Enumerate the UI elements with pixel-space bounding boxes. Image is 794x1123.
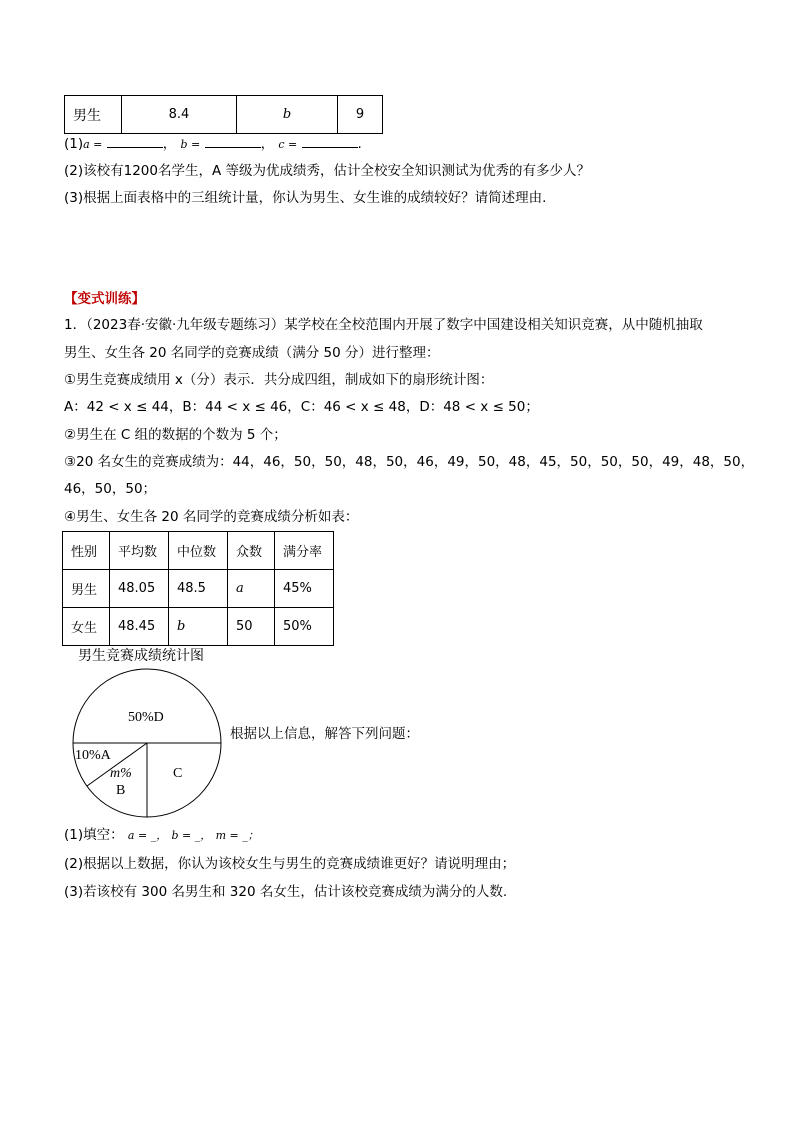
problem-line: ③20 名女生的竞赛成绩为：44，46，50，50，48，50，46，49，50，48，45，50，50，50，49，48，50， xyxy=(64,454,755,470)
top-score-table xyxy=(64,95,383,134)
table-cell: 50% xyxy=(275,608,334,646)
sub-question-2: (2)根据以上数据，你认为该校女生与男生的竞赛成绩谁更好？请说明理由； xyxy=(64,856,516,872)
table-cell: a xyxy=(228,570,275,608)
table-header: 性别 xyxy=(63,532,110,570)
pie-label-c: C xyxy=(173,766,183,781)
table-cell: 50 xyxy=(228,608,275,646)
pie-label-b-percent: m% xyxy=(110,766,132,781)
top-table-cell: 9 xyxy=(338,96,383,134)
question-2-text: (2)该校有1200名学生，A 等级为优成绩秀，估计全校安全知识测试为优秀的有多少人？ xyxy=(64,163,591,179)
pie-label-b: B xyxy=(116,783,126,798)
top-table-cell: 8.4 xyxy=(122,96,237,134)
table-cell: 48.45 xyxy=(110,608,169,646)
pie-label-a: 10%A xyxy=(75,748,111,763)
pie-title: 男生竞赛成绩统计图 xyxy=(78,649,204,664)
table-header: 满分率 xyxy=(275,532,334,570)
top-table-cell: 男生 xyxy=(65,96,122,134)
pie-chart xyxy=(68,664,228,824)
problem-line: ②男生在 C 组的数据的个数为 5 个； xyxy=(64,427,287,443)
table-cell: b xyxy=(169,608,228,646)
table-cell: 男生 xyxy=(63,570,110,608)
sub-question-1: (1)填空： a = _， b = _， m = _； xyxy=(64,827,259,843)
table-cell: 48.05 xyxy=(110,570,169,608)
table-header: 众数 xyxy=(228,532,275,570)
answer-blank-b xyxy=(205,135,261,148)
problem-line: 男生、女生各 20 名同学的竞赛成绩（满分 50 分）进行整理： xyxy=(64,345,440,361)
top-table-cell: b xyxy=(237,96,338,134)
section-title: 【变式训练】 xyxy=(64,291,145,307)
sub-question-3: (3)若该校有 300 名男生和 320 名女生，估计该校竞赛成绩为满分的人数. xyxy=(64,884,508,900)
table-header: 平均数 xyxy=(110,532,169,570)
table-cell: 女生 xyxy=(63,608,110,646)
pie-side-text: 根据以上信息，解答下列问题： xyxy=(230,726,419,742)
problem-line: ①男生竞赛成绩用 x（分）表示．共分成四组，制成如下的扇形统计图： xyxy=(64,372,494,388)
problem-line: 1．（2023春·安徽·九年级专题练习）某学校在全校范围内开展了数字中国建设相关知识竞赛，从中随机抽取 xyxy=(64,317,703,333)
table-cell: 45% xyxy=(275,570,334,608)
pie-label-d: 50%D xyxy=(128,710,164,725)
answer-blank-c xyxy=(302,135,358,148)
stats-table xyxy=(62,531,334,646)
table-cell: 48.5 xyxy=(169,570,228,608)
table-header: 中位数 xyxy=(169,532,228,570)
question-1-line: (1)a = ， b = ， c = . xyxy=(64,136,362,152)
answer-blank-a xyxy=(107,135,163,148)
group-definitions: A：42 < x ≤ 44，B：44 < x ≤ 46，C：46 < x ≤ 48，D：48 < x ≤ 50； xyxy=(64,399,539,415)
problem-line: ④男生、女生各 20 名同学的竞赛成绩分析如表： xyxy=(64,509,359,525)
question-3-text: (3)根据上面表格中的三组统计量，你认为男生、女生谁的成绩较好？请简述理由. xyxy=(64,190,547,206)
problem-line: 46，50，50； xyxy=(64,481,157,497)
